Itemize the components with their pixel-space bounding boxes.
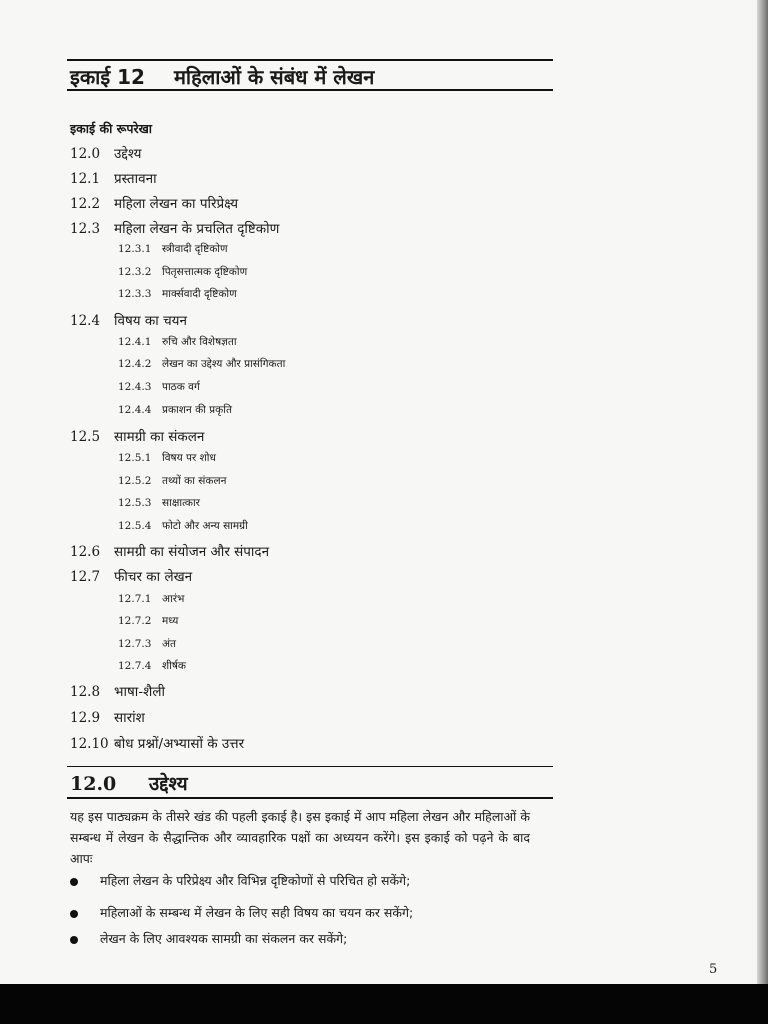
toc-item	[70, 219, 279, 237]
page-number: 5	[709, 962, 718, 977]
toc-item-number: 12.6	[70, 544, 101, 560]
scan-edge	[757, 0, 768, 984]
toc-item-title: सारांश	[114, 710, 145, 726]
toc-item-title: सामग्री का संयोजन और संपादन	[114, 544, 270, 560]
toc-item-title: मध्य	[162, 615, 179, 627]
objective-item	[70, 872, 410, 889]
toc-subitem	[118, 265, 247, 279]
toc-item-number: 12.4.1	[118, 336, 152, 348]
toc-item-number: 12.5.1	[118, 452, 152, 464]
toc-item-title: तथ्यों का संकलन	[162, 475, 227, 487]
toc-subitem	[118, 519, 248, 533]
objective-text: महिलाओं के सम्बन्ध में लेखन के लिए सही विषय का चयन कर सकेंगे;	[100, 905, 414, 920]
toc-item-title: उद्देश्य	[114, 146, 142, 162]
toc-item-number: 12.3.1	[118, 243, 152, 255]
toc-subitem	[118, 614, 178, 628]
top-rule	[67, 59, 553, 61]
toc-subitem	[118, 451, 216, 465]
toc-item-number: 12.7	[70, 569, 101, 585]
toc-item-title: बोध प्रश्नों/अभ्यासों के उत्तर	[114, 736, 245, 752]
toc-item	[70, 194, 238, 212]
intro-paragraph: यह इस पाठ्यक्रम के तीसरे खंड की पहली इकाई है। इस इकाई में आप महिला लेखन और महिलाओं के सम्बन्ध में लेखन के सैद्धान्तिक और व्यावहारिक पक्षों का अध्ययन करेंगे। इस इकाई को पढ़ने के बाद आपः	[70, 809, 530, 866]
toc-item-number: 12.9	[70, 710, 101, 726]
toc-item-title: सामग्री का संकलन	[114, 429, 205, 445]
objective-item	[70, 904, 413, 921]
toc-item-number: 12.7.3	[118, 638, 152, 650]
toc-item	[70, 682, 165, 700]
objective-text: लेखन के लिए आवश्यक सामग्री का संकलन कर सकेंगे;	[100, 931, 348, 946]
toc-item-title: महिला लेखन का परिप्रेक्ष्य	[114, 196, 239, 212]
section-number: 12.0	[70, 773, 117, 795]
toc-item-title: मार्क्सवादी दृष्टिकोण	[162, 288, 237, 300]
toc-item	[70, 567, 192, 585]
toc-item-number: 12.1	[70, 171, 101, 187]
unit-title-underline	[67, 89, 553, 91]
toc-item-title: भाषा-शैली	[114, 684, 165, 700]
toc-item-number: 12.7.2	[118, 615, 152, 627]
toc-item-title: अंत	[162, 638, 177, 650]
toc-item-title: आरंभ	[162, 593, 185, 605]
toc-subitem	[118, 496, 200, 510]
toc-item-number: 12.7.1	[118, 593, 152, 605]
toc-item-title: फीचर का लेखन	[114, 569, 193, 585]
toc-item-number: 12.8	[70, 684, 101, 700]
toc-item-number: 12.3	[70, 221, 101, 237]
outline-heading: इकाई की रूपरेखा	[70, 121, 153, 136]
toc-subitem	[118, 403, 232, 417]
toc-item-title: फोटो और अन्य सामग्री	[162, 520, 248, 532]
toc-item-number: 12.7.4	[118, 660, 152, 672]
toc-item-number: 12.2	[70, 196, 101, 212]
toc-item	[70, 542, 269, 560]
toc-item-number: 12.5.3	[118, 497, 152, 509]
toc-subitem	[118, 335, 237, 349]
unit-title	[70, 63, 560, 90]
toc-item-number: 12.3.2	[118, 266, 152, 278]
toc-item-number: 12.10	[70, 736, 109, 752]
toc-subitem	[118, 592, 184, 606]
toc-item-title: स्त्रीवादी दृष्टिकोण	[162, 243, 228, 255]
toc-item-number: 12.5	[70, 429, 101, 445]
toc-item	[70, 169, 157, 187]
toc-item-title: पितृसत्तात्मक दृष्टिकोण	[162, 266, 248, 278]
toc-item-title: लेखन का उद्देश्य और प्रासंगिकता	[162, 358, 286, 370]
toc-subitem	[118, 287, 237, 301]
toc-item-number: 12.5.4	[118, 520, 152, 532]
bullet-icon	[70, 936, 78, 944]
toc-item-title: प्रस्तावना	[114, 171, 157, 187]
section-underline	[67, 797, 553, 799]
toc-item	[70, 311, 187, 329]
toc-item-number: 12.5.2	[118, 475, 152, 487]
toc-item	[70, 144, 142, 162]
section-top-rule	[67, 766, 553, 767]
toc-item-number: 12.4.2	[118, 358, 152, 370]
toc-item-number: 12.0	[70, 146, 101, 162]
toc-subitem	[118, 357, 285, 371]
unit-number: इकाई 12	[70, 65, 145, 89]
toc-item-title: रुचि और विशेषज्ञता	[162, 336, 237, 348]
toc-item-title: साक्षात्कार	[162, 497, 200, 509]
objective-text: महिला लेखन के परिप्रेक्ष्य और विभिन्न दृष्टिकोणों से परिचित हो सकेंगे;	[100, 873, 411, 888]
toc-item-title: शीर्षक	[162, 660, 186, 672]
toc-item-number: 12.4	[70, 313, 101, 329]
toc-item-title: महिला लेखन के प्रचलित दृष्टिकोण	[114, 221, 280, 237]
toc-subitem	[118, 380, 200, 394]
toc-item	[70, 734, 244, 752]
toc-item-number: 12.3.3	[118, 288, 152, 300]
toc-subitem	[118, 659, 186, 673]
toc-item-title: प्रकाशन की प्रकृति	[162, 404, 232, 416]
toc-subitem	[118, 242, 228, 256]
toc-item	[70, 708, 145, 726]
bullet-icon	[70, 878, 78, 886]
toc-subitem	[118, 637, 176, 651]
section-heading	[70, 770, 188, 796]
toc-item	[70, 427, 204, 445]
scan-bottom-band	[0, 984, 768, 1024]
unit-name: महिलाओं के संबंध में लेखन	[173, 65, 375, 89]
section-title: उद्देश्य	[148, 773, 188, 795]
toc-item-title: पाठक वर्ग	[162, 381, 200, 393]
bullet-icon	[70, 910, 78, 918]
toc-item-title: विषय पर शोध	[162, 452, 216, 464]
toc-item-title: विषय का चयन	[114, 313, 187, 329]
toc-item-number: 12.4.4	[118, 404, 152, 416]
toc-subitem	[118, 474, 226, 488]
objective-item	[70, 930, 347, 947]
toc-item-number: 12.4.3	[118, 381, 152, 393]
